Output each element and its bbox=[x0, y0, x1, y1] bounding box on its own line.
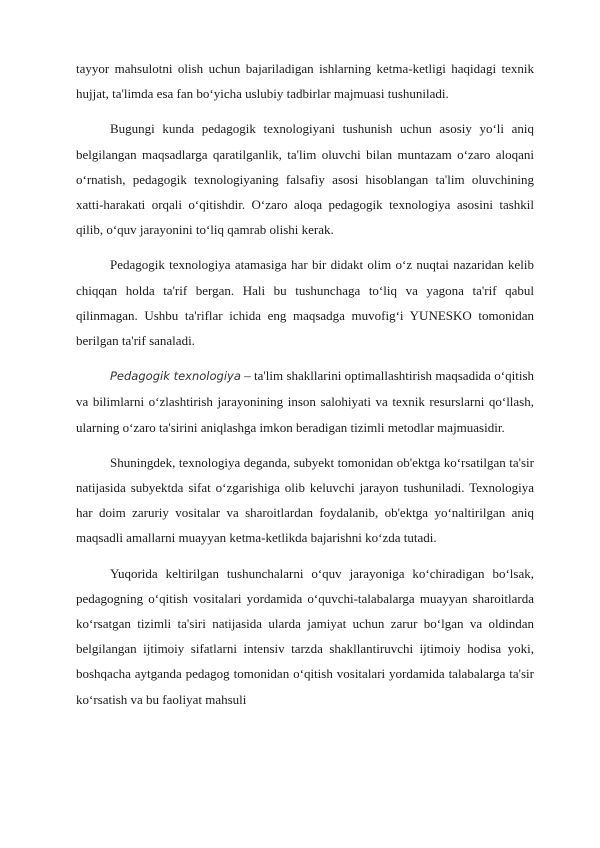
paragraph-technology-meaning: Shuningdek, texnologiya deganda, subyekt tomonidan ob'ektga ko‘rsatilgan ta'sir natijasida subyektda sifat o‘zgarishiga olib keluvchi jarayon tushuniladi. Texnologiya har doim zaruriy vositalar va sharoitlardan foydalanib, ob'ektga yo‘naltirilgan aniq maqsadli amallarni muayyan ketma-ketlikda bajarishni ko‘zda tutadi. bbox=[76, 454, 534, 546]
paragraph-continued: tayyor mahsulotni olish uchun bajariladigan ishlarning ketma-ketligi haqidagi texnik hujjat, ta'limda esa fan bo‘yicha uslubiy tadbirlar majmuasi tushuniladi. bbox=[76, 61, 534, 102]
defined-term: Pedagogik texnologiya bbox=[110, 369, 241, 384]
paragraph-definitions: Pedagogik texnologiya atamasiga har bir didakt olim o‘z nuqtai nazaridan kelib chiqqan holda ta'rif bergan. Hali bu tushunchaga to‘liq va yagona ta'rif qabul qilinmagan. Ushbu ta'riflar ichida eng maqsadga muvofig‘i YUNESKO tomonidan berilgan ta'rif sanaladi. bbox=[76, 257, 534, 349]
definition-text: – ta'lim shakllarini optimallashtirish maqsadida o‘qitish va bilimlarni o‘zlashtirish jarayonining inson salohiyati va texnik resurslarni qo‘llash, ularning o‘zaro ta'sirini aniqlashga imkon beradigan tizimli metodlar majmuasidir. bbox=[76, 368, 535, 435]
paragraph-unesco-definition bbox=[76, 363, 534, 440]
paragraph-learning-process: Yuqorida keltirilgan tushunchalarni o‘quv jarayoniga ko‘chiradigan bo‘lsak, pedagogning o‘qitish vositalari yordamida o‘quvchi-talabalarga muayyan sharoitlarda ko‘rsatgan tizimli ta'siri natijasida ularda jamiyat uchun zarur bo‘lgan va oldindan belgilangan ijtimoiy sifatlarni intensiv tarzda shakllantiruvchi ijtimoiy hodisa yoki, boshqacha aytganda pedagog tomonidan o‘qitish vositalari yordamida talabalarga ta'sir ko‘rsatish va bu faoliyat mahsuli bbox=[76, 565, 534, 707]
paragraph-pedagogical-technology-basis: Bugungi kunda pedagogik texnologiyani tushunish uchun asosiy yo‘li aniq belgilangan maqsadlarga qaratilganlik, ta'lim oluvchi bilan muntazam o‘zaro aloqani o‘rnatish, pedagogik texnologiyaning falsafiy asosi hisoblangan ta'lim oluvchining xatti-harakati orqali o‘qitishdir. O‘zaro aloqa pedagogik texnologiya asosini tashkil qilib, o‘quv jarayonini to‘liq qamrab olishi kerak. bbox=[76, 121, 534, 238]
